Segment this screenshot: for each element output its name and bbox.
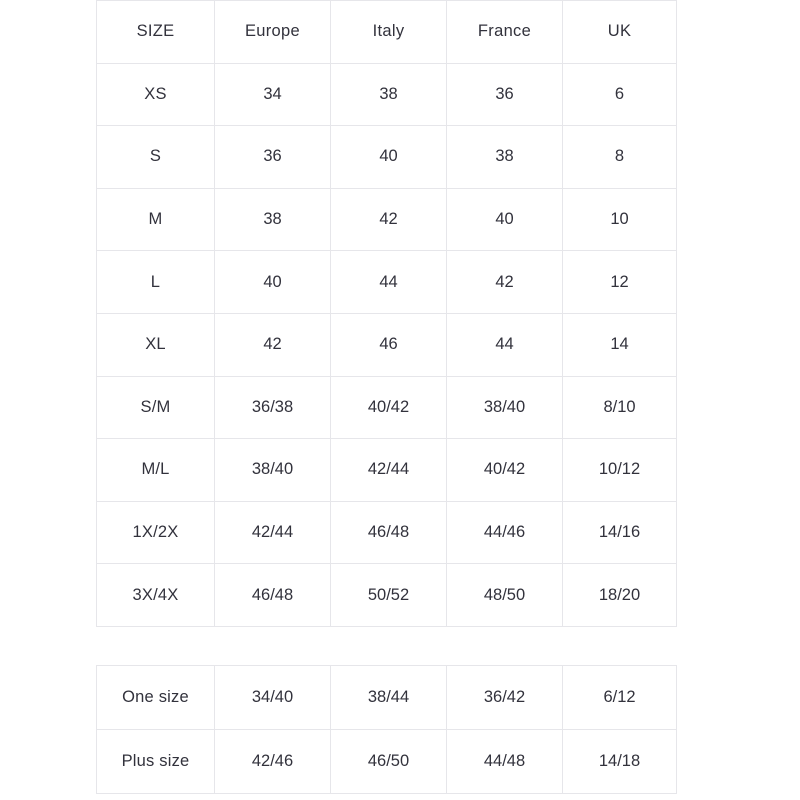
cell-france: 36/42 — [447, 666, 563, 730]
cell-italy: 38/44 — [331, 666, 447, 730]
row-label: S — [97, 126, 215, 189]
main-size-table-container — [96, 0, 676, 627]
row-label: M — [97, 188, 215, 251]
cell-europe: 46/48 — [215, 564, 331, 627]
cell-france: 42 — [447, 251, 563, 314]
row-label: 3X/4X — [97, 564, 215, 627]
column-header-italy: Italy — [331, 1, 447, 64]
cell-france: 40/42 — [447, 439, 563, 502]
cell-italy: 42/44 — [331, 439, 447, 502]
table-body — [97, 63, 677, 626]
cell-uk: 8/10 — [563, 376, 677, 439]
row-label: One size — [97, 666, 215, 730]
row-label: L — [97, 251, 215, 314]
cell-uk: 6 — [563, 63, 677, 126]
cell-italy: 40/42 — [331, 376, 447, 439]
extra-size-table — [96, 665, 677, 794]
main-size-table — [96, 0, 677, 627]
table-row — [97, 666, 677, 730]
cell-france: 48/50 — [447, 564, 563, 627]
cell-italy: 46/50 — [331, 730, 447, 794]
row-label: M/L — [97, 439, 215, 502]
cell-europe: 34/40 — [215, 666, 331, 730]
cell-italy: 42 — [331, 188, 447, 251]
cell-europe: 40 — [215, 251, 331, 314]
table-row — [97, 376, 677, 439]
table-row — [97, 251, 677, 314]
table-row — [97, 313, 677, 376]
cell-europe: 42/46 — [215, 730, 331, 794]
cell-italy: 44 — [331, 251, 447, 314]
extra-size-table-container — [96, 665, 676, 794]
column-header-france: France — [447, 1, 563, 64]
table-row — [97, 730, 677, 794]
row-label: 1X/2X — [97, 501, 215, 564]
cell-europe: 36 — [215, 126, 331, 189]
row-label: XL — [97, 313, 215, 376]
cell-france: 44/48 — [447, 730, 563, 794]
row-label: Plus size — [97, 730, 215, 794]
cell-uk: 12 — [563, 251, 677, 314]
cell-uk: 6/12 — [563, 666, 677, 730]
cell-uk: 10/12 — [563, 439, 677, 502]
cell-europe: 34 — [215, 63, 331, 126]
cell-europe: 36/38 — [215, 376, 331, 439]
cell-europe: 38 — [215, 188, 331, 251]
cell-italy: 50/52 — [331, 564, 447, 627]
table-row — [97, 126, 677, 189]
cell-france: 38 — [447, 126, 563, 189]
cell-italy: 46 — [331, 313, 447, 376]
cell-uk: 10 — [563, 188, 677, 251]
table-row — [97, 564, 677, 627]
column-header-europe: Europe — [215, 1, 331, 64]
cell-uk: 8 — [563, 126, 677, 189]
cell-uk: 14 — [563, 313, 677, 376]
cell-italy: 46/48 — [331, 501, 447, 564]
cell-italy: 40 — [331, 126, 447, 189]
cell-uk: 18/20 — [563, 564, 677, 627]
table-row — [97, 188, 677, 251]
column-header-size: SIZE — [97, 1, 215, 64]
header-row — [97, 1, 677, 64]
cell-france: 44 — [447, 313, 563, 376]
cell-europe: 42 — [215, 313, 331, 376]
cell-france: 40 — [447, 188, 563, 251]
cell-france: 38/40 — [447, 376, 563, 439]
cell-italy: 38 — [331, 63, 447, 126]
row-label: XS — [97, 63, 215, 126]
table-row — [97, 63, 677, 126]
table-row — [97, 439, 677, 502]
row-label: S/M — [97, 376, 215, 439]
cell-uk: 14/18 — [563, 730, 677, 794]
cell-france: 36 — [447, 63, 563, 126]
cell-uk: 14/16 — [563, 501, 677, 564]
table-header — [97, 1, 677, 64]
column-header-uk: UK — [563, 1, 677, 64]
cell-france: 44/46 — [447, 501, 563, 564]
cell-europe: 38/40 — [215, 439, 331, 502]
table-body — [97, 666, 677, 794]
table-row — [97, 501, 677, 564]
cell-europe: 42/44 — [215, 501, 331, 564]
